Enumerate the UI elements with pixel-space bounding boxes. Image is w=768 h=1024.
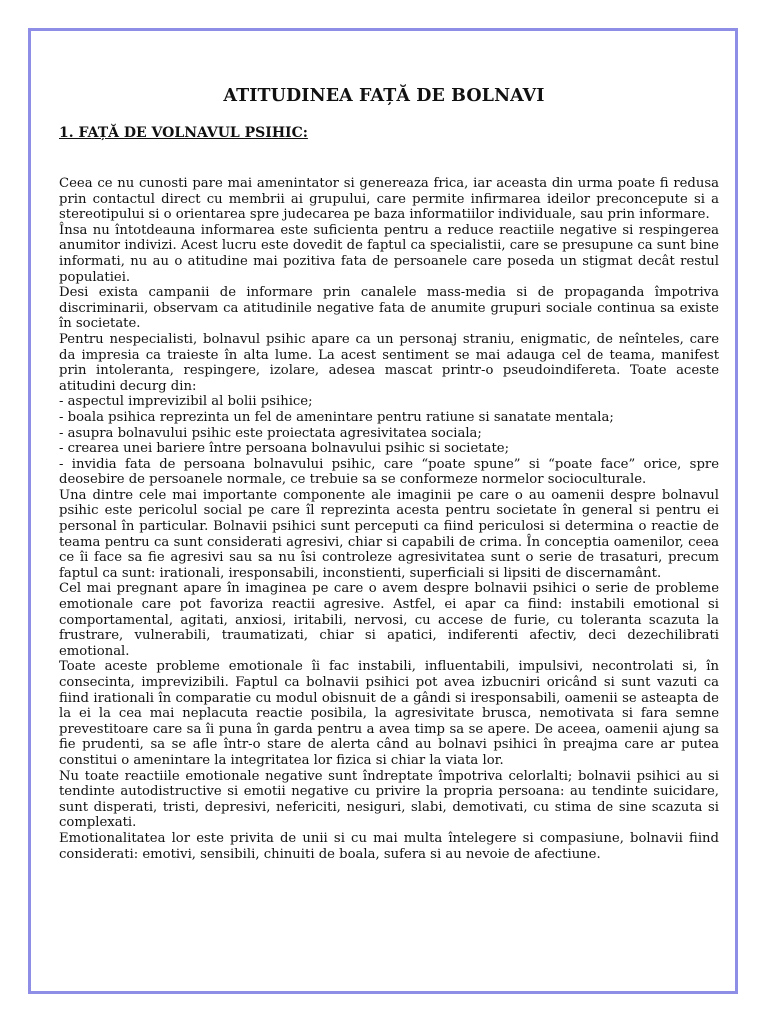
list-item-amenintare: - boala psihica reprezinta un fel de amenintare pentru ratiune si sanatate mentala; (59, 409, 614, 425)
list-item-agresivitate-sociala: - asupra bolnavului psihic este proiectata agresivitatea sociala; (59, 425, 482, 441)
list-item-aspect-imprevizibil: - aspectul imprevizibil al bolii psihice; (59, 394, 313, 410)
body-paragraph-campanii: Desi exista campanii de informare prin canalele mass-media si de propaganda împotriva discriminarii, observam ca atitudinile negative fata de anumite grupuri sociale continua sa existe în societate. (59, 285, 719, 332)
body-paragraph-informare-intro: Ceea ce nu cunosti pare mai amenintator si genereaza frica, iar aceasta din urma poate fi redusa prin contactul direct cu membrii ai grupului, care permite infirmarea ideilor preconcepute si a stereotipului si o orientarea spre judecarea pe baza informatiilor individuale, sau prin informare. (59, 176, 719, 223)
body-paragraph-probleme-emotionale: Cel mai pregnant apare în imaginea pe care o avem despre bolnavii psihici o serie de probleme emotionale care pot favoriza reactii agresive. Astfel, ei apar ca fiind: instabili emotional si comportamental, agitati, anxiosi, iritabili, nervosi, cu accese de furie, cu toleranta scazuta la frustrare, vulnerabili, traumatizati, chiar si apatici, indiferenti afectiv, deci dezechilibrati emotional. (59, 581, 719, 659)
list-item-bariere: - crearea unei bariere între persoana bolnavului psihic si societate; (59, 441, 510, 457)
document-body (59, 176, 719, 862)
body-paragraph-informare-limite: Însa nu întotdeauna informarea este suficienta pentru a reduce reactiile negative si respingerea anumitor indivizi. Acest lucru este dovedit de faptul ca specialistii, care se presupune ca sunt bine informati, nu au o atitudine mai pozitiva fata de persoanele care poseda un stigmat decât restul populatiei. (59, 222, 719, 285)
body-paragraph-autodistructive: Nu toate reactiile emotionale negative sunt îndreptate împotriva celorlalti; bolnavii psihici au si tendinte autodistructive si emotii negative cu privire la propria persoana: au tendinte suicidare, sunt disperati, tristi, depresivi, nefericiti, nesiguri, slabi, demotivati, cu stima de sine scazuta si complexati. (59, 768, 719, 831)
body-paragraph-pericol-social: Una dintre cele mai importante componente ale imaginii pe care o au oamenii despre bolnavul psihic este pericolul social pe care îl reprezinta acesta pentru societate în general si pentru ei personal în particular. Bolnavii psihici sunt perceputi ca fiind periculosi si determina o reactie de teama pentru ca sunt considerati agresivi, chiar si capabili de crima. În conceptia oamenilor, ceea ce îi face sa fie agresivi sau sa nu îsi controleze agresivitatea sunt o serie de trasaturi, precum faptul ca sunt: irationali, iresponsabili, inconstienti, superficiali si lipsiti de discernamânt. (59, 487, 719, 581)
body-paragraph-imprevizibili: Toate aceste probleme emotionale îi fac instabili, influentabili, impulsivi, necontrolati si, în consecinta, imprevizibili. Faptul ca bolnavii psihici pot avea izbucniri oricând si sunt vazuti ca fiind irationali în comparatie cu modul obisnuit de a gândi si iresponsabili, oamenii se asteapta de la ei la cea mai neplacuta reactie posibila, la agresivitate brusca, nemotivata si fara semne prevestitoare care sa îi puna în garda pentru a avea timp sa se apere. De aceea, oamenii ajung sa fie prudenti, sa se afle într-o stare de alerta când au bolnavi psihici în preajma care ar putea constitui o amenintare la integritatea lor fizica si chiar la viata lor. (59, 659, 719, 768)
list-item-invidia: - invidia fata de persoana bolnavului psihic, care “poate spune” si “poate face” orice, spre deosebire de persoanele normale, ce trebuie sa se conformeze normelor socioculturale. (59, 456, 719, 488)
document-title: ATITUDINEA FAȚĂ DE BOLNAVI (223, 86, 545, 106)
body-paragraph-emotionalitate: Emotionalitatea lor este privita de unii si cu mai multa întelegere si compasiune, bolnavii fiind considerati: emotivi, sensibili, chinuiti de boala, sufera si au nevoie de afectiune. (59, 830, 719, 862)
body-paragraph-nespecialisti: Pentru nespecialisti, bolnavul psihic apare ca un personaj straniu, enigmatic, de neînteles, care da impresia ca traieste în alta lume. La acest sentiment se mai adauga cel de teama, manifest prin intoleranta, respingere, izolare, adesea mascat printr-o pseudoindifereta. Toate aceste atitudini decurg din: (59, 331, 719, 394)
section-heading: 1. FAȚĂ DE VOLNAVUL PSIHIC: (59, 125, 308, 141)
